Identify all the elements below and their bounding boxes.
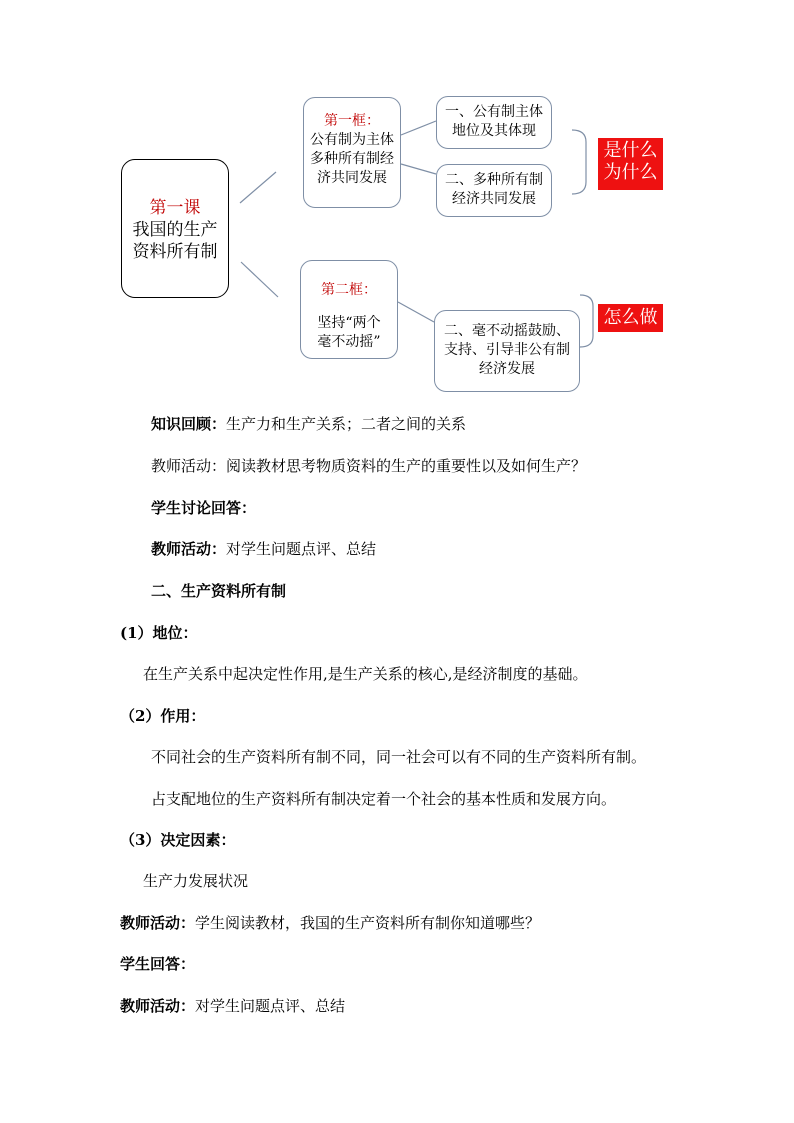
frame2-line2: 毫不动摇” bbox=[317, 334, 381, 350]
lesson-line2: 资料所有制 bbox=[132, 242, 218, 262]
section2-heading: 二、生产资料所有制 bbox=[151, 582, 287, 600]
item1-box bbox=[436, 96, 552, 149]
sub3-heading: （3）决定因素： bbox=[120, 831, 236, 849]
tag-what-why bbox=[598, 138, 663, 190]
tag-how-label: 怎么做 bbox=[603, 307, 658, 328]
frame2-line1: 坚持“两个 bbox=[317, 315, 381, 331]
item3-box bbox=[434, 310, 580, 392]
student2-line: 学生回答： bbox=[120, 955, 196, 973]
item2-box bbox=[436, 164, 552, 217]
teacher3-label: 教师活动： bbox=[120, 914, 196, 932]
connector-lesson-frame1 bbox=[240, 172, 276, 203]
frame1-line1: 公有制为主体 bbox=[310, 132, 394, 148]
sub1-heading: (1）地位： bbox=[120, 624, 198, 642]
review-text: 生产力和生产关系；二者之间的关系 bbox=[226, 415, 467, 433]
item2-line1: 二、多种所有制 bbox=[445, 172, 543, 188]
diagram-connectors bbox=[0, 0, 794, 420]
teacher1-label: 教师活动： bbox=[151, 457, 227, 475]
item3-line1: 二、毫不动摇鼓励、 bbox=[444, 323, 570, 339]
sub1-text: 在生产关系中起决定性作用,是生产关系的核心,是经济制度的基础。 bbox=[143, 665, 588, 683]
teacher3-text: 学生阅读教材，我国的生产资料所有制你知道哪些？ bbox=[195, 914, 541, 932]
teacher4-line bbox=[120, 995, 345, 1016]
review-label: 知识回顾： bbox=[151, 415, 227, 433]
item3-line3: 经济发展 bbox=[479, 361, 535, 377]
frame2-title: 第二框： bbox=[321, 282, 377, 298]
connector-lesson-frame2 bbox=[241, 262, 278, 297]
teacher2-text: 对学生问题点评、总结 bbox=[226, 540, 377, 558]
lesson-line1: 我国的生产 bbox=[132, 220, 218, 240]
teacher2-line bbox=[151, 538, 376, 559]
teacher1-line bbox=[151, 455, 586, 476]
lesson-box bbox=[121, 159, 229, 298]
teacher3-line bbox=[120, 912, 540, 933]
sub3-text: 生产力发展状况 bbox=[143, 872, 249, 890]
lesson-title: 第一课 bbox=[149, 198, 201, 218]
sub2-text2: 占支配地位的生产资料所有制决定着一个社会的基本性质和发展方向。 bbox=[151, 790, 617, 808]
teacher2-label: 教师活动： bbox=[151, 540, 227, 558]
sub2-text1: 不同社会的生产资料所有制不同，同一社会可以有不同的生产资料所有制。 bbox=[151, 748, 647, 766]
item3-line2: 支持、引导非公有制 bbox=[444, 342, 570, 358]
frame2-box bbox=[300, 260, 398, 359]
connector-frame1-item2 bbox=[401, 164, 436, 174]
teacher4-text: 对学生问题点评、总结 bbox=[195, 997, 346, 1015]
student1-line: 学生讨论回答： bbox=[151, 499, 257, 517]
review-line bbox=[151, 413, 466, 434]
item1-line1: 一、公有制主体 bbox=[445, 104, 543, 120]
bracket-2 bbox=[580, 295, 593, 347]
item2-line2: 经济共同发展 bbox=[452, 191, 536, 207]
connector-frame2-item3 bbox=[398, 302, 434, 322]
teacher4-label: 教师活动： bbox=[120, 997, 196, 1015]
teacher1-text: 阅读教材思考物质资料的生产的重要性以及如何生产？ bbox=[226, 457, 587, 475]
bracket-1 bbox=[572, 130, 586, 194]
tag-why: 为什么 bbox=[603, 162, 658, 183]
tag-what: 是什么 bbox=[603, 140, 658, 161]
frame1-line3: 济共同发展 bbox=[317, 170, 387, 186]
sub2-heading: （2）作用： bbox=[120, 707, 206, 725]
frame1-line2: 多种所有制经 bbox=[310, 151, 394, 167]
frame1-box bbox=[303, 97, 401, 208]
connector-frame1-item1 bbox=[401, 121, 436, 135]
tag-how bbox=[598, 304, 663, 332]
frame1-title: 第一框： bbox=[324, 113, 380, 129]
item1-line2: 地位及其体现 bbox=[452, 123, 536, 139]
